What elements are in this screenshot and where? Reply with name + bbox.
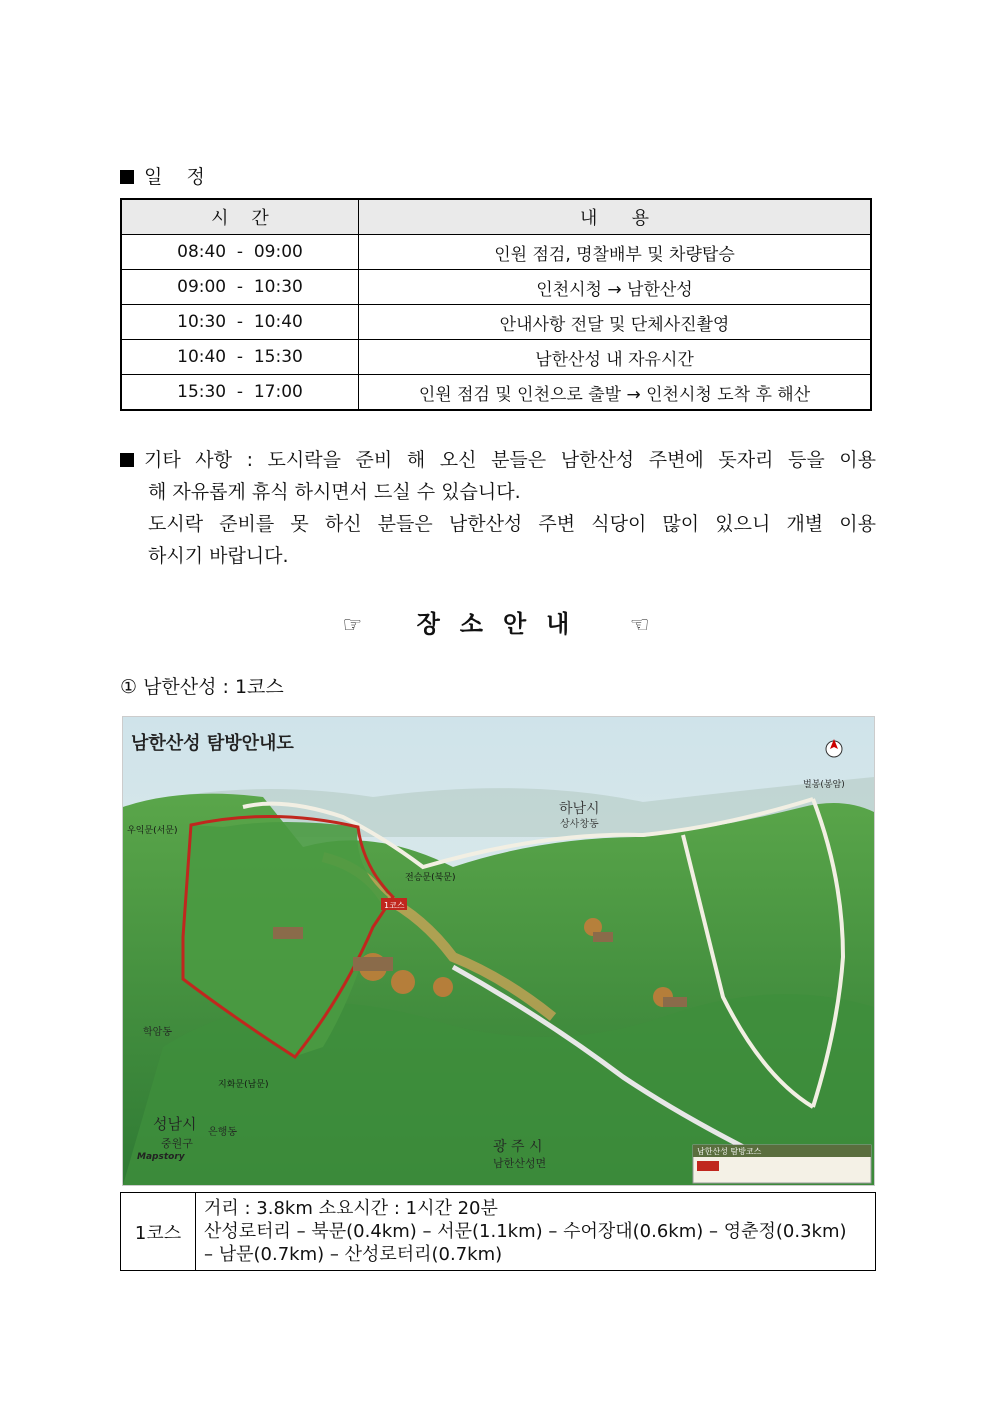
row-time: 09:00 - 10:30 xyxy=(121,270,359,305)
course-info-line: 거리 : 3.8km 소요시간 : 1시간 20분 xyxy=(204,1198,498,1219)
course-tag-text: 1코스 xyxy=(384,901,405,910)
row-content: 안내사항 전달 및 단체사진촬영 xyxy=(359,305,872,340)
course-info-detail xyxy=(196,1193,876,1271)
row-time: 15:30 - 17:00 xyxy=(121,375,359,411)
schedule-header-row xyxy=(121,199,871,235)
table-row xyxy=(121,375,871,411)
row-content: 인원 점검, 명찰배부 및 차량탑승 xyxy=(359,235,872,270)
map-label-eunhaeng: 은행동 xyxy=(208,1127,237,1138)
table-row xyxy=(121,340,871,375)
trail-map-image xyxy=(122,716,875,1186)
map-label-sangsa: 상사창동 xyxy=(560,819,599,830)
map-label-south-gate: 지화문(남문) xyxy=(218,1080,269,1090)
table-row xyxy=(121,305,871,340)
row-time: 08:40 - 09:00 xyxy=(121,235,359,270)
map-title: 남한산성 탐방안내도 xyxy=(131,733,294,754)
course-title: ① 남한산성 : 1코스 xyxy=(120,676,284,698)
map-label-jungwon: 중원구 xyxy=(161,1137,193,1150)
place-heading-title: 장소안내 xyxy=(416,610,590,638)
row-content: 남한산성 내 자유시간 xyxy=(359,340,872,375)
map-label-gwangju: 광 주 시 xyxy=(493,1139,543,1155)
map-label-seongnam: 성남시 xyxy=(153,1115,197,1133)
mapstory-logo: Mapstory xyxy=(137,1152,185,1162)
place-heading xyxy=(0,604,992,639)
map-illustration xyxy=(123,717,874,1185)
notes-block xyxy=(120,444,876,572)
course-info-label: 1코스 xyxy=(121,1193,196,1271)
course-info-line: – 남문(0.7km) – 산성로터리(0.7km) xyxy=(204,1244,503,1265)
table-row xyxy=(121,1193,876,1271)
row-content: 인원 점검 및 인천으로 출발 → 인천시청 도착 후 해산 xyxy=(359,375,872,411)
square-bullet-icon xyxy=(120,453,134,467)
map-label-hanam: 하남시 xyxy=(559,801,600,817)
map-label-namhansanseong-myeon: 남한산성면 xyxy=(493,1157,547,1170)
course-info-table xyxy=(120,1192,876,1271)
pointing-left-hand-icon: ☜ xyxy=(629,613,650,638)
schedule-section-title xyxy=(120,162,205,189)
map-label-hakam: 학암동 xyxy=(143,1027,172,1038)
map-label-north-gate: 전승문(북문) xyxy=(405,873,456,883)
note-line xyxy=(120,444,876,476)
schedule-title-text: 일 정 xyxy=(144,166,205,188)
header-content: 내 용 xyxy=(359,199,872,235)
map-label-beolbong: 벌봉(봉암) xyxy=(803,780,845,790)
note-line-text: 기타 사항 : 도시락을 준비 해 오신 분들은 남한산성 주변에 돗자리 등을 이용 xyxy=(144,449,876,471)
row-content: 인천시청 → 남한산성 xyxy=(359,270,872,305)
row-time: 10:30 - 10:40 xyxy=(121,305,359,340)
row-time: 10:40 - 15:30 xyxy=(121,340,359,375)
header-time: 시 간 xyxy=(121,199,359,235)
pointing-right-hand-icon: ☞ xyxy=(342,613,363,638)
square-bullet-icon xyxy=(120,170,134,184)
table-row xyxy=(121,270,871,305)
note-line: 하시기 바랍니다. xyxy=(148,545,289,567)
note-line: 해 자유롭게 휴식 하시면서 드실 수 있습니다. xyxy=(148,481,521,503)
course-info-line: 산성로터리 – 북문(0.4km) – 서문(1.1km) – 수어장대(0.6km) – 영춘정(0.3km) xyxy=(204,1221,847,1242)
schedule-table xyxy=(120,198,872,411)
map-label-west-gate: 우익문(서문) xyxy=(127,826,178,836)
table-row xyxy=(121,235,871,270)
note-line: 도시락 준비를 못 하신 분들은 남한산성 주변 식당이 많이 있으니 개별 이용 xyxy=(148,513,876,535)
course-tag xyxy=(381,898,407,910)
legend-title: 남한산성 탐방코스 xyxy=(697,1147,762,1156)
map-legend-box xyxy=(693,1145,871,1183)
